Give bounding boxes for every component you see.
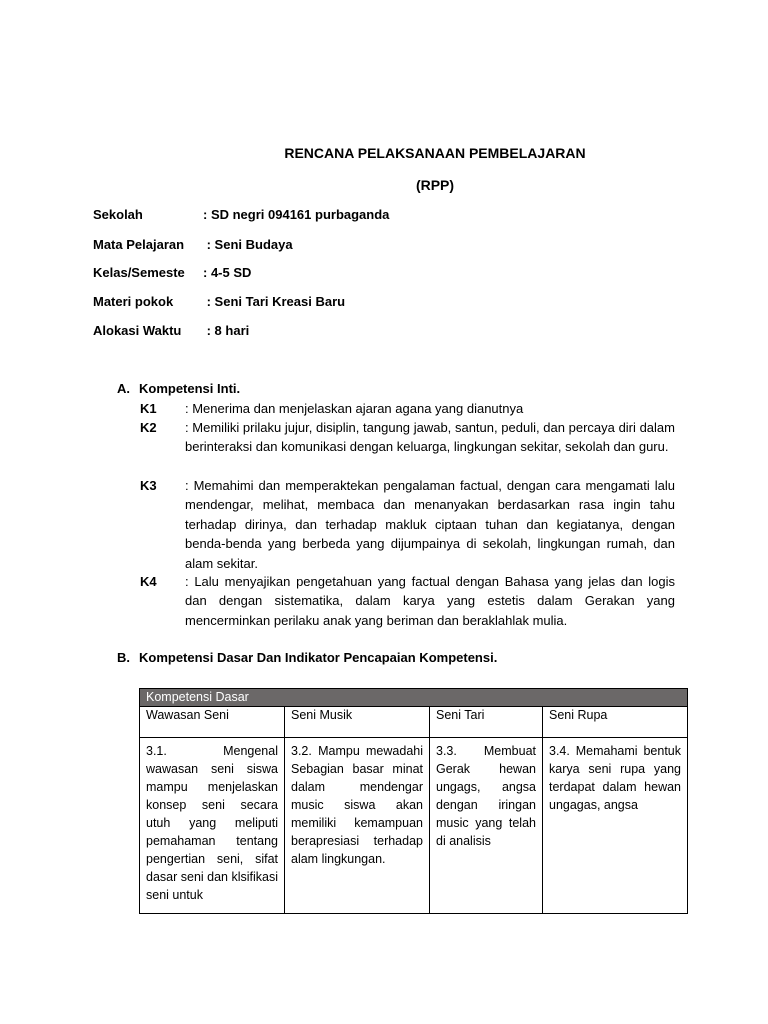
info-value: : 4-5 SD [203, 265, 252, 280]
info-label: Alokasi Waktu [93, 323, 182, 338]
kompetensi-item-k4 [140, 572, 675, 630]
table-cell: 3.1. Mengenal wawasan seni siswa mampu menjelaskan konsep seni secara utuh yang meliputi pemahaman tentang pengertian seni, sifat dasar seni dan klsifikasi seni untuk [140, 738, 285, 914]
table-cell: 3.4. Memahami bentuk karya seni rupa yang terdapat dalam hewan ungagas, angsa [543, 738, 688, 914]
section-letter: B. [117, 650, 130, 665]
info-label: Mata Pelajaran [93, 237, 185, 252]
info-label: Kelas/Semeste [93, 265, 185, 280]
column-header-seni-musik: Seni Musik [285, 707, 430, 738]
kompetensi-text: : Memahimi dan memperaktekan pengalaman factual, dengan cara mengamati lalu mendengar, melihat, membaca dan menanyakan berdasarkan rasa ingin tahu terhadap dirinya, dan terhadap makluk ciptaan tuhan dan kegiatanya, dengan benda-benda yang berbeda yang dijumpainya di sekolah, lingkungan rumah, dan alam sekitar. [185, 478, 675, 571]
table-cell: 3.3. Membuat Gerak hewan ungags, angsa dengan iringan music yang telah di analisis [430, 738, 543, 914]
info-row-kelas-semeste [93, 265, 251, 280]
kompetensi-text: : Lalu menyajikan pengetahuan yang factual dengan Bahasa yang jelas dan logis dan dengan sistematika, dalam karya yang estetis dalam Gerakan yang mencerminkan perilaku anak yang beriman dan beraklahlak mulia. [185, 574, 675, 628]
info-value: : Seni Budaya [203, 237, 293, 252]
info-value: : Seni Tari Kreasi Baru [203, 294, 346, 309]
column-header-seni-rupa: Seni Rupa [543, 707, 688, 738]
section-a-heading [117, 381, 240, 396]
document-subtitle: (RPP) [415, 177, 455, 193]
info-value: : 8 hari [203, 323, 250, 338]
column-header-seni-tari: Seni Tari [430, 707, 543, 738]
kompetensi-text: : Memiliki prilaku jujur, disiplin, tangung jawab, santun, peduli, dan percaya diri dalam berinteraksi dan komunikasi dengan keluarga, lingkungan sekitar, sekolah dan guru. [185, 420, 675, 455]
kompetensi-item-k3 [140, 476, 675, 573]
info-row-mata-pelajaran [93, 237, 293, 252]
kompetensi-label: K2 [140, 420, 157, 435]
kompetensi-dasar-table [139, 688, 688, 914]
info-row-materi-pokok [93, 294, 345, 309]
kompetensi-text: : Menerima dan menjelaskan ajaran agana yang dianutnya [185, 401, 524, 416]
kompetensi-item-k1 [140, 399, 675, 418]
kompetensi-label: K1 [140, 401, 157, 416]
info-value: : SD negri 094161 purbaganda [203, 207, 390, 222]
section-letter: A. [117, 381, 130, 396]
column-header-wawasan-seni: Wawasan Seni [140, 707, 285, 738]
info-row-alokasi-waktu [93, 323, 249, 338]
kompetensi-item-k2 [140, 418, 675, 457]
section-b-heading [117, 650, 497, 665]
table-header-row [140, 689, 688, 707]
section-title: Kompetensi Dasar Dan Indikator Pencapaian Kompetensi. [139, 650, 498, 665]
kompetensi-label: K3 [140, 478, 157, 493]
info-label: Materi pokok [93, 294, 174, 309]
info-label: Sekolah [93, 207, 143, 222]
table-row [140, 707, 688, 738]
document-title: RENCANA PELAKSANAAN PEMBELAJARAN [284, 145, 586, 161]
table-cell: 3.2. Mampu mewadahi Sebagian basar minat dalam mendengar music siswa akan memiliki kemampuan berapresiasi terhadap alam lingkungan. [285, 738, 430, 914]
section-title: Kompetensi Inti. [139, 381, 241, 396]
kompetensi-label: K4 [140, 574, 157, 589]
info-row-sekolah [93, 207, 389, 222]
table-row [140, 738, 688, 914]
table-header: Kompetensi Dasar [140, 689, 688, 707]
